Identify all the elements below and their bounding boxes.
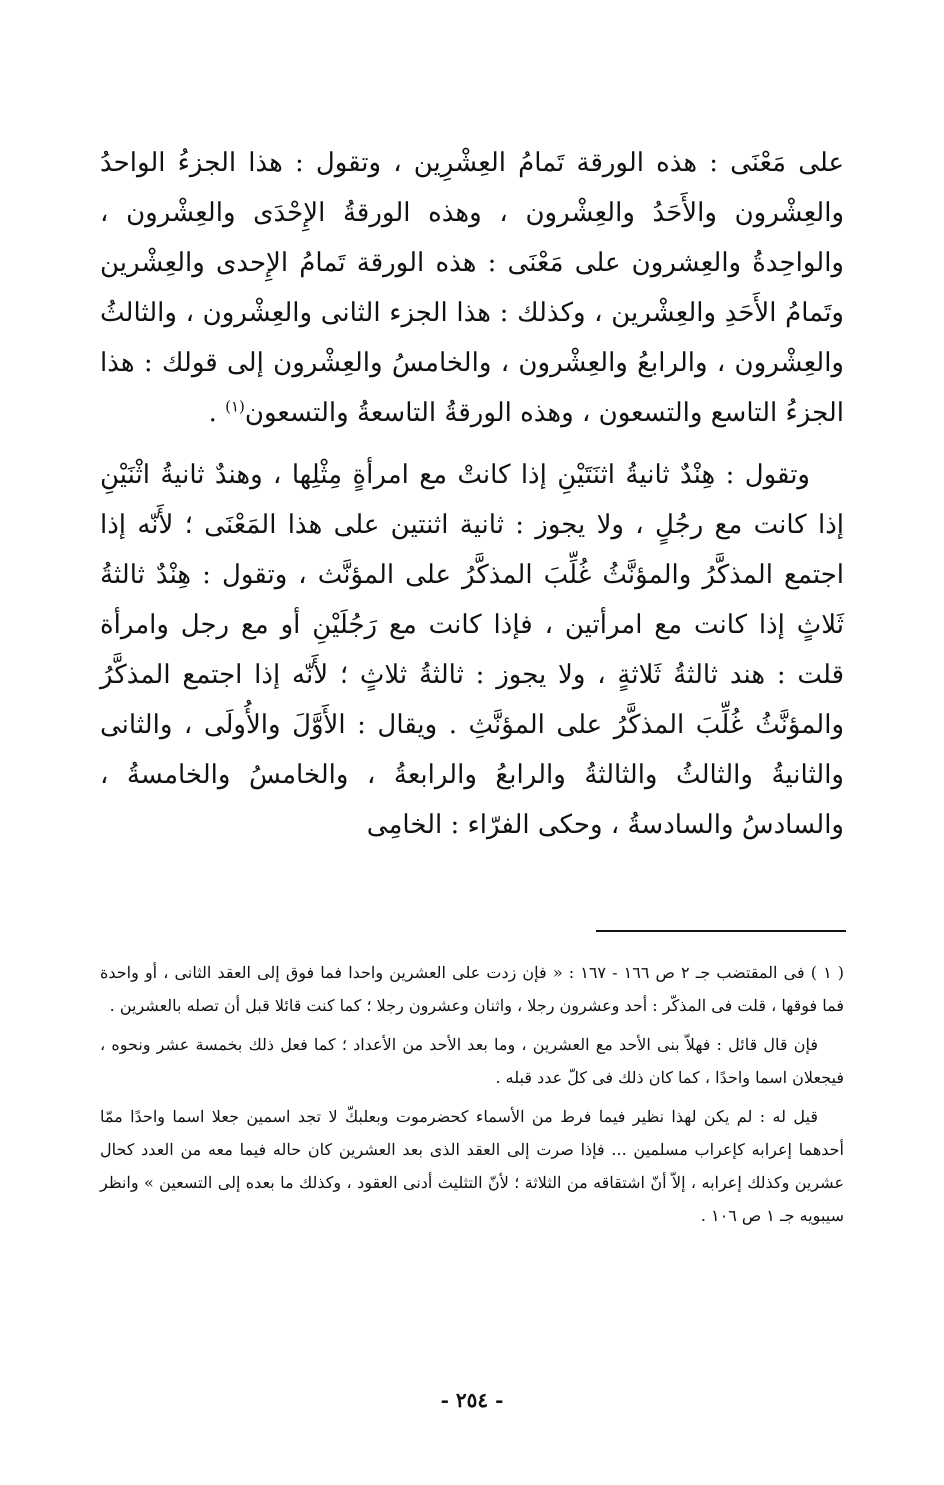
- paragraph-1-tail: .: [208, 398, 226, 428]
- footnotes: [100, 956, 844, 1238]
- paragraph-1-text: على مَعْنَى : هذه الورقة تَمامُ العِشْرِين ، وتقول : هذا الجزءُ الواحدُ والعِشْرون والأَحَدُ والعِشْرون ، وهذه الورقةُ الإِحْدَى والعِشْرون ، والواحِدةُ والعِشرون على مَعْنَى : هذه الورقة تَمامُ الإِحدى والعِشْرين وتَمامُ الأَحَدِ والعِشْرين ، وكذلك : هذا الجزء الثانى والعِشْرون ، والثالثُ والعِشْرون ، والرابعُ والعِشْرون ، والخامسُ والعِشْرون إلى قولك : هذا الجزءُ التاسع والتسعون ، وهذه الورقةُ التاسعةُ والتسعون: [100, 148, 844, 428]
- footnote-divider: [596, 930, 846, 932]
- footnote-1: ( ١ ) فى المقتضب جـ ٢ ص ١٦٦ - ١٦٧ : « فإن زدت على العشرين واحدا فما فوق إلى العقد الثانى ، أو واحدة فما فوقها ، قلت فى المذكّر : أحد وعشرون رجلا ، واثنان وعشرون رجلا ؛ كما كنت قائلا قبل أن تصله بالعشرين .: [100, 963, 845, 1015]
- footnote-1-continuation-b: قيل له : لم يكن لهذا نظير فيما فرط من الأسماء كحضرموت وبعلبكّ لا تجد اسمين جعلا اسما واحدًا ممّا أحدهما إعرابه كإعراب مسلمين ... فإذا صرت إلى العقد الذى بعد العشرين كان حاله فيما معه من العدد كحال عشرين وكذلك إعرابه ، إلاّ أنّ اشتقاقه من الثلاثة ؛ لأنّ التثليث أدنى العقود ، وكذلك ما بعده إلى التسعين » وانظر سيبويه جـ ١ ص ١٠٦ .: [100, 1107, 845, 1225]
- page-number: - ٢٥٤ -: [440, 1388, 504, 1412]
- footnote-reference[interactable]: (١): [225, 397, 245, 416]
- paragraph-2: وتقول : هِنْدٌ ثانيةُ اثنَتَيْنِ إذا كانتْ مع امرأةٍ مِثْلِها ، وهندٌ ثانيةُ اثْنَيْنِ إذا كانت مع رجُلٍ ، ولا يجوز : ثانية اثنتين على هذا المَعْنَى ؛ لأَنّه إذا اجتمع المذكَّرُ والمؤنَّثُ غُلِّبَ المذكَّرُ على المؤنَّث ، وتقول : هِنْدٌ ثالثةُ ثَلاثٍ إذا كانت مع امرأتين ، فإذا كانت مع رَجُلَيْنِ أو مع رجل وامرأة قلت : هند ثالثةُ ثَلاثةٍ ، ولا يجوز : ثالثةُ ثلاثٍ ؛ لأَنّه إذا اجتمع المذكَّرُ والمؤنَّثُ غُلِّبَ المذكَّرُ على المؤنَّثِ . ويقال : الأَوَّلَ والأُولَى ، والثانى والثانيةُ والثالثُ والثالثةُ والرابعُ والرابعةُ ، والخامسُ والخامسةُ ، والسادسُ والسادسةُ ، وحكى الفرّاء : الخامِى: [100, 460, 845, 840]
- main-text: [100, 138, 844, 862]
- footnote-1-continuation-a: فإن قال قائل : فهلاّ بنى الأحد مع العشرين ، وما بعد الأحد من الأعداد ؛ كما فعل ذلك بخمسة عشر ونحوه ، فيجعلان اسما واحدًا ، كما كان ذلك فى كلّ عدد قبله .: [100, 1035, 844, 1087]
- paragraph-1: [100, 138, 844, 438]
